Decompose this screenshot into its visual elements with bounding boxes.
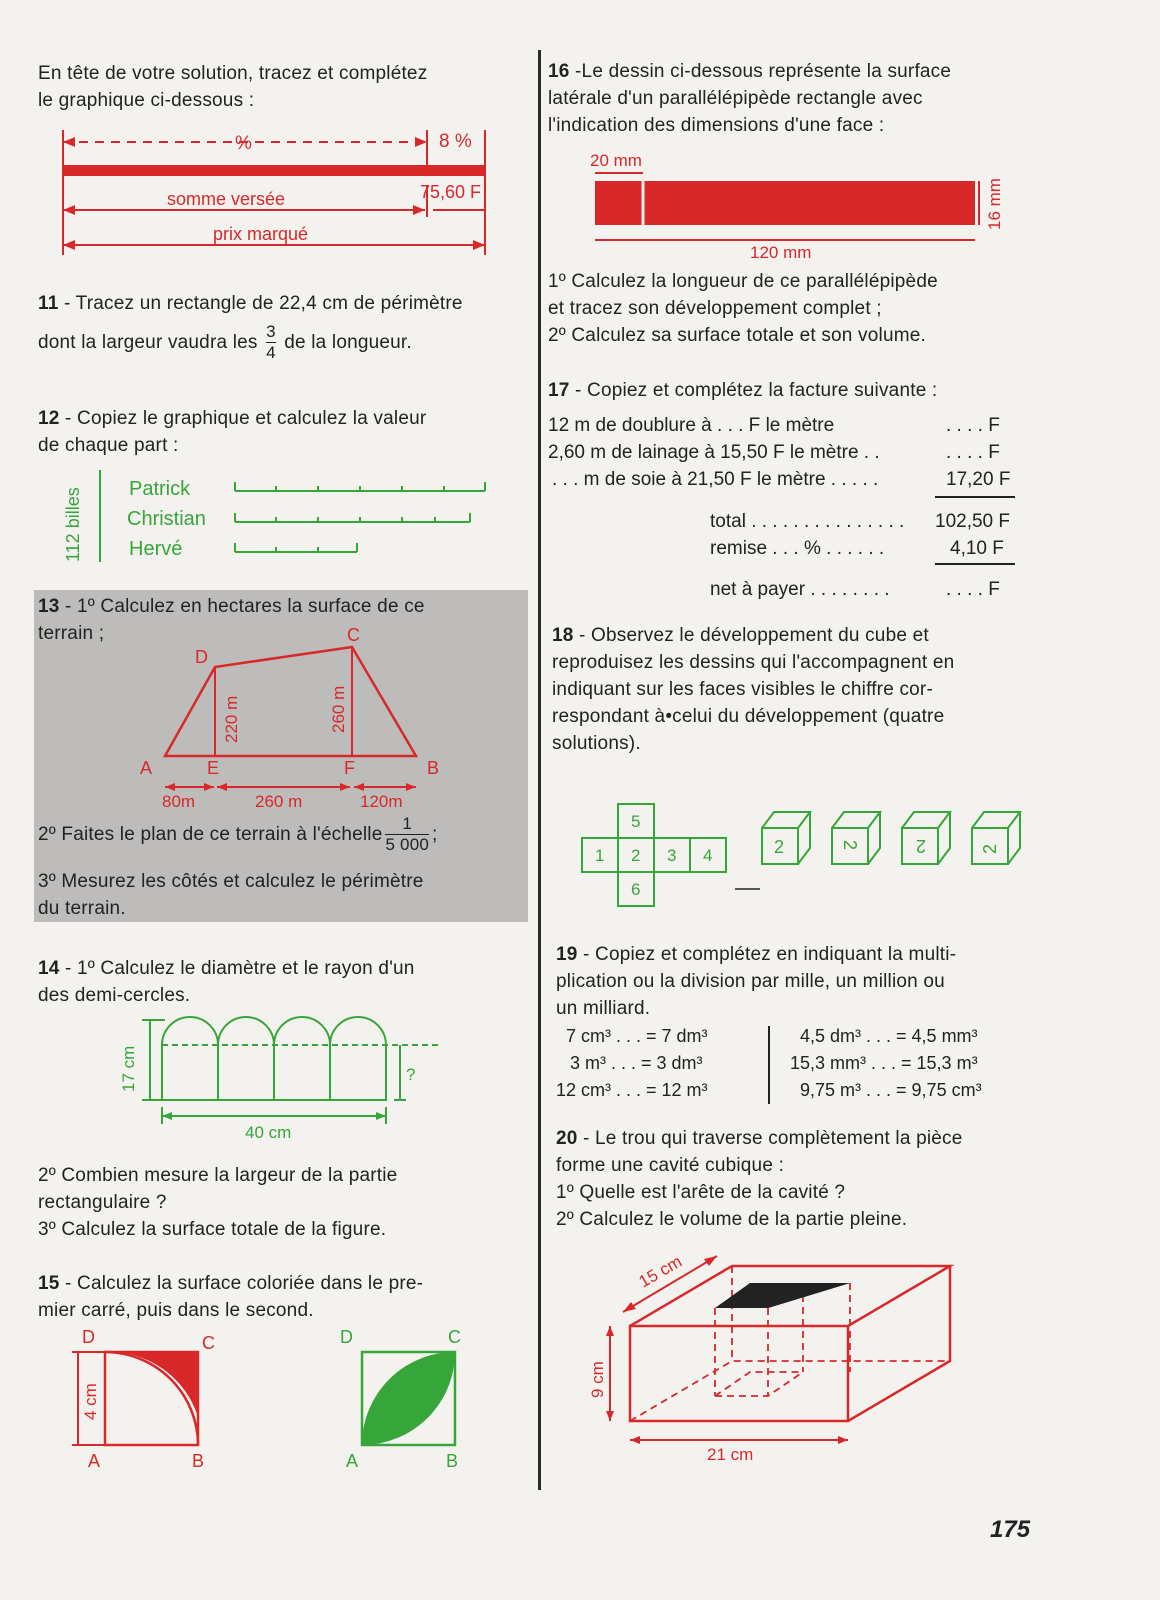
vertex-d: D — [195, 647, 208, 667]
graph-amount-label: 75,60 F — [420, 182, 482, 202]
invoice-row-label: . . . m de soie à 21,50 F le mètre . . . . . — [552, 469, 879, 490]
exercise-number: 16 — [548, 61, 570, 82]
red-square-figure — [68, 1325, 228, 1475]
exercise-number: 11 — [38, 293, 59, 314]
height-220: 220 m — [222, 695, 241, 743]
block-depth: 15 cm — [635, 1251, 686, 1292]
exercise-text: mier carré, puis dans le second. — [38, 1300, 314, 1321]
sq1-side: 4 cm — [81, 1383, 100, 1420]
sq1-a: A — [88, 1451, 101, 1471]
fraction: $\frac{1}{5 000}$ — [385, 814, 430, 855]
exercise-text: - Observez le développement du cube et — [579, 625, 929, 646]
exercise-text: - Copiez et complétez la facture suivante : — [575, 380, 938, 401]
fig-question: ? — [406, 1065, 416, 1084]
invoice-total-value: 102,50 F — [935, 511, 1010, 532]
vertex-b: B — [427, 758, 440, 778]
fig-width-label: 40 cm — [245, 1123, 292, 1142]
sq1-d: D — [82, 1327, 95, 1347]
name-patrick: Patrick — [129, 478, 191, 500]
invoice-row-value: 17,20 F — [946, 469, 1011, 490]
green-square-figure — [340, 1325, 480, 1475]
exercise-text: - Copiez et complétez en indiquant la multi- — [583, 944, 957, 965]
page-number: 175 — [990, 1516, 1031, 1543]
exercise-text: 2º Calculez le volume de la partie pleine. — [556, 1209, 908, 1230]
exercise-text: l'indication des dimensions d'une face : — [548, 115, 885, 136]
invoice-net-label: net à payer . . . . . . . . — [710, 579, 890, 600]
fraction: $\frac{3}{4}$ — [266, 322, 276, 363]
exercise-text: rectangulaire ? — [38, 1192, 167, 1213]
exercise-text: solutions). — [552, 733, 641, 754]
vertex-c: C — [347, 625, 360, 645]
intro-line: le graphique ci-dessous : — [38, 90, 255, 111]
exercise-text: plication ou la division par mille, un million ou — [556, 971, 945, 992]
graph-pct8-label: 8 % — [439, 131, 472, 152]
conversion-left: 7 cm³ . . . = 7 dm³ — [566, 1026, 708, 1046]
distance-80: 80m — [162, 792, 196, 811]
net-face-5: 5 — [631, 812, 641, 831]
exercise-text: et tracez son développement complet ; — [548, 298, 882, 319]
sq2-d: D — [340, 1327, 353, 1347]
exercise-13-scale: 2º Faites le plan de ce terrain à l'échelle $\frac{1}{5 000}$ ; — [38, 814, 438, 855]
invoice-rule — [935, 496, 1015, 498]
exercise-text: de la longueur. — [284, 332, 412, 353]
exercise-text: - Tracez un rectangle de 22,4 cm de périmètre — [63, 293, 463, 314]
conversion-right: 4,5 dm³ . . . = 4,5 mm³ — [800, 1026, 978, 1046]
conversion-left: 3 m³ . . . = 3 dm³ — [570, 1053, 703, 1073]
exercise-text: - Calculez la surface coloriée dans le pre- — [65, 1273, 424, 1294]
exercise-text: du terrain. — [38, 898, 126, 919]
trapezoid-terrain — [140, 625, 470, 815]
height-260: 260 m — [329, 685, 348, 733]
exercise-number: 17 — [548, 380, 570, 401]
conversion-right: 15,3 mm³ . . . = 15,3 m³ — [790, 1053, 978, 1073]
parallelepiped-strip — [590, 148, 1015, 263]
exercise-text: latérale d'un parallélépipède rectangle avec — [548, 88, 923, 109]
invoice-remise-value: 4,10 F — [950, 538, 1004, 559]
exercise-text: des demi-cercles. — [38, 985, 191, 1006]
sq1-b: B — [192, 1451, 205, 1471]
exercise-text: dont la largeur vaudra les — [38, 332, 258, 353]
graph-prix-label: prix marqué — [213, 224, 309, 244]
exercise-text: 2º Combien mesure la largeur de la partie — [38, 1165, 398, 1186]
exercise-text: -Le dessin ci-dessous représente la surface — [575, 61, 952, 82]
invoice-row-value: . . . . F — [946, 415, 1000, 436]
distance-120: 120m — [360, 792, 403, 811]
cube-net-figure — [580, 802, 1030, 907]
strip-h: 16 mm — [985, 178, 1004, 230]
conversion-divider — [768, 1026, 770, 1104]
name-herve: Hervé — [129, 538, 183, 560]
percent-graph — [55, 125, 495, 255]
invoice-row-value: . . . . F — [946, 442, 1000, 463]
exercise-number: 12 — [38, 408, 60, 429]
net-face-2: 2 — [631, 846, 641, 865]
invoice-total-label: total . . . . . . . . . . . . . . . — [710, 511, 905, 532]
exercise-text: un milliard. — [556, 998, 651, 1019]
billes-graph — [55, 462, 495, 572]
sq2-a: A — [346, 1451, 359, 1471]
cube-4-face: 2 — [980, 843, 1000, 854]
exercise-text: respondant à•celui du développement (quatre — [552, 706, 945, 727]
billes-side-label: 112 billes — [63, 487, 83, 562]
exercise-text: terrain ; — [38, 623, 105, 644]
net-face-3: 3 — [667, 846, 677, 865]
exercise-number: 15 — [38, 1273, 60, 1294]
cube-3-face: 2 — [915, 836, 926, 856]
exercise-number: 13 — [38, 596, 60, 617]
strip-w2: 120 mm — [750, 243, 812, 262]
exercise-text: 2º Calculez sa surface totale et son volume. — [548, 325, 926, 346]
intro-line: En tête de votre solution, tracez et complétez — [38, 63, 428, 84]
exercise-text: 3º Calculez la surface totale de la figure. — [38, 1219, 387, 1240]
semicircle-figure — [110, 1012, 450, 1147]
exercise-text: - 1º Calculez le diamètre et le rayon d'un — [65, 958, 415, 979]
exercise-number: 18 — [552, 625, 574, 646]
exercise-text: 1º Quelle est l'arête de la cavité ? — [556, 1182, 846, 1203]
exercise-text: 1º Calculez la longueur de ce parallélépipède — [548, 271, 938, 292]
strip-w1: 20 mm — [590, 151, 642, 170]
sq2-b: B — [446, 1451, 459, 1471]
exercise-text: 3º Mesurez les côtés et calculez le périmètre — [38, 871, 424, 892]
exercise-text: de chaque part : — [38, 435, 179, 456]
exercise-text: forme une cavité cubique : — [556, 1155, 785, 1176]
exercise-text: - 1º Calculez en hectares la surface de ce — [65, 596, 425, 617]
fig-height-label: 17 cm — [119, 1045, 138, 1092]
graph-pct-label: % — [235, 133, 252, 154]
invoice-net-value: . . . . F — [946, 579, 1000, 600]
exercise-text: reproduisez les dessins qui l'accompagnent en — [552, 652, 955, 673]
block-width: 21 cm — [707, 1445, 754, 1464]
exercise-number: 19 — [556, 944, 578, 965]
exercise-number: 20 — [556, 1128, 578, 1149]
block-height: 9 cm — [588, 1361, 607, 1398]
net-face-4: 4 — [703, 846, 713, 865]
invoice-rule — [935, 563, 1015, 565]
exercise-text: 2º Faites le plan de ce terrain à l'échelle — [38, 824, 383, 845]
vertex-e: E — [207, 758, 220, 778]
net-face-6: 6 — [631, 880, 641, 899]
conversion-right: 9,75 m³ . . . = 9,75 cm³ — [800, 1080, 982, 1100]
distance-260: 260 m — [255, 792, 303, 811]
cube-1-face: 2 — [774, 837, 785, 857]
sq1-c: C — [202, 1333, 215, 1353]
exercise-text: indiquant sur les faces visibles le chiffre cor- — [552, 679, 933, 700]
exercise-text: - Copiez le graphique et calculez la valeur — [65, 408, 427, 429]
hollow-block-figure — [588, 1250, 975, 1480]
invoice-row-label: 2,60 m de lainage à 15,50 F le mètre . . — [548, 442, 880, 463]
name-christian: Christian — [127, 508, 206, 530]
invoice-remise-label: remise . . . % . . . . . . — [710, 538, 885, 559]
net-face-1: 1 — [595, 846, 605, 865]
exercise-number: 14 — [38, 958, 60, 979]
column-divider — [538, 50, 541, 1490]
vertex-a: A — [140, 758, 153, 778]
exercise-text: - Le trou qui traverse complètement la pièce — [583, 1128, 963, 1149]
invoice-row-label: 12 m de doublure à . . . F le mètre — [548, 415, 835, 436]
vertex-f: F — [344, 758, 355, 778]
graph-somme-label: somme versée — [167, 189, 286, 209]
conversion-left: 12 cm³ . . . = 12 m³ — [556, 1080, 708, 1100]
sq2-c: C — [448, 1327, 461, 1347]
cube-2-face: 2 — [840, 840, 860, 851]
